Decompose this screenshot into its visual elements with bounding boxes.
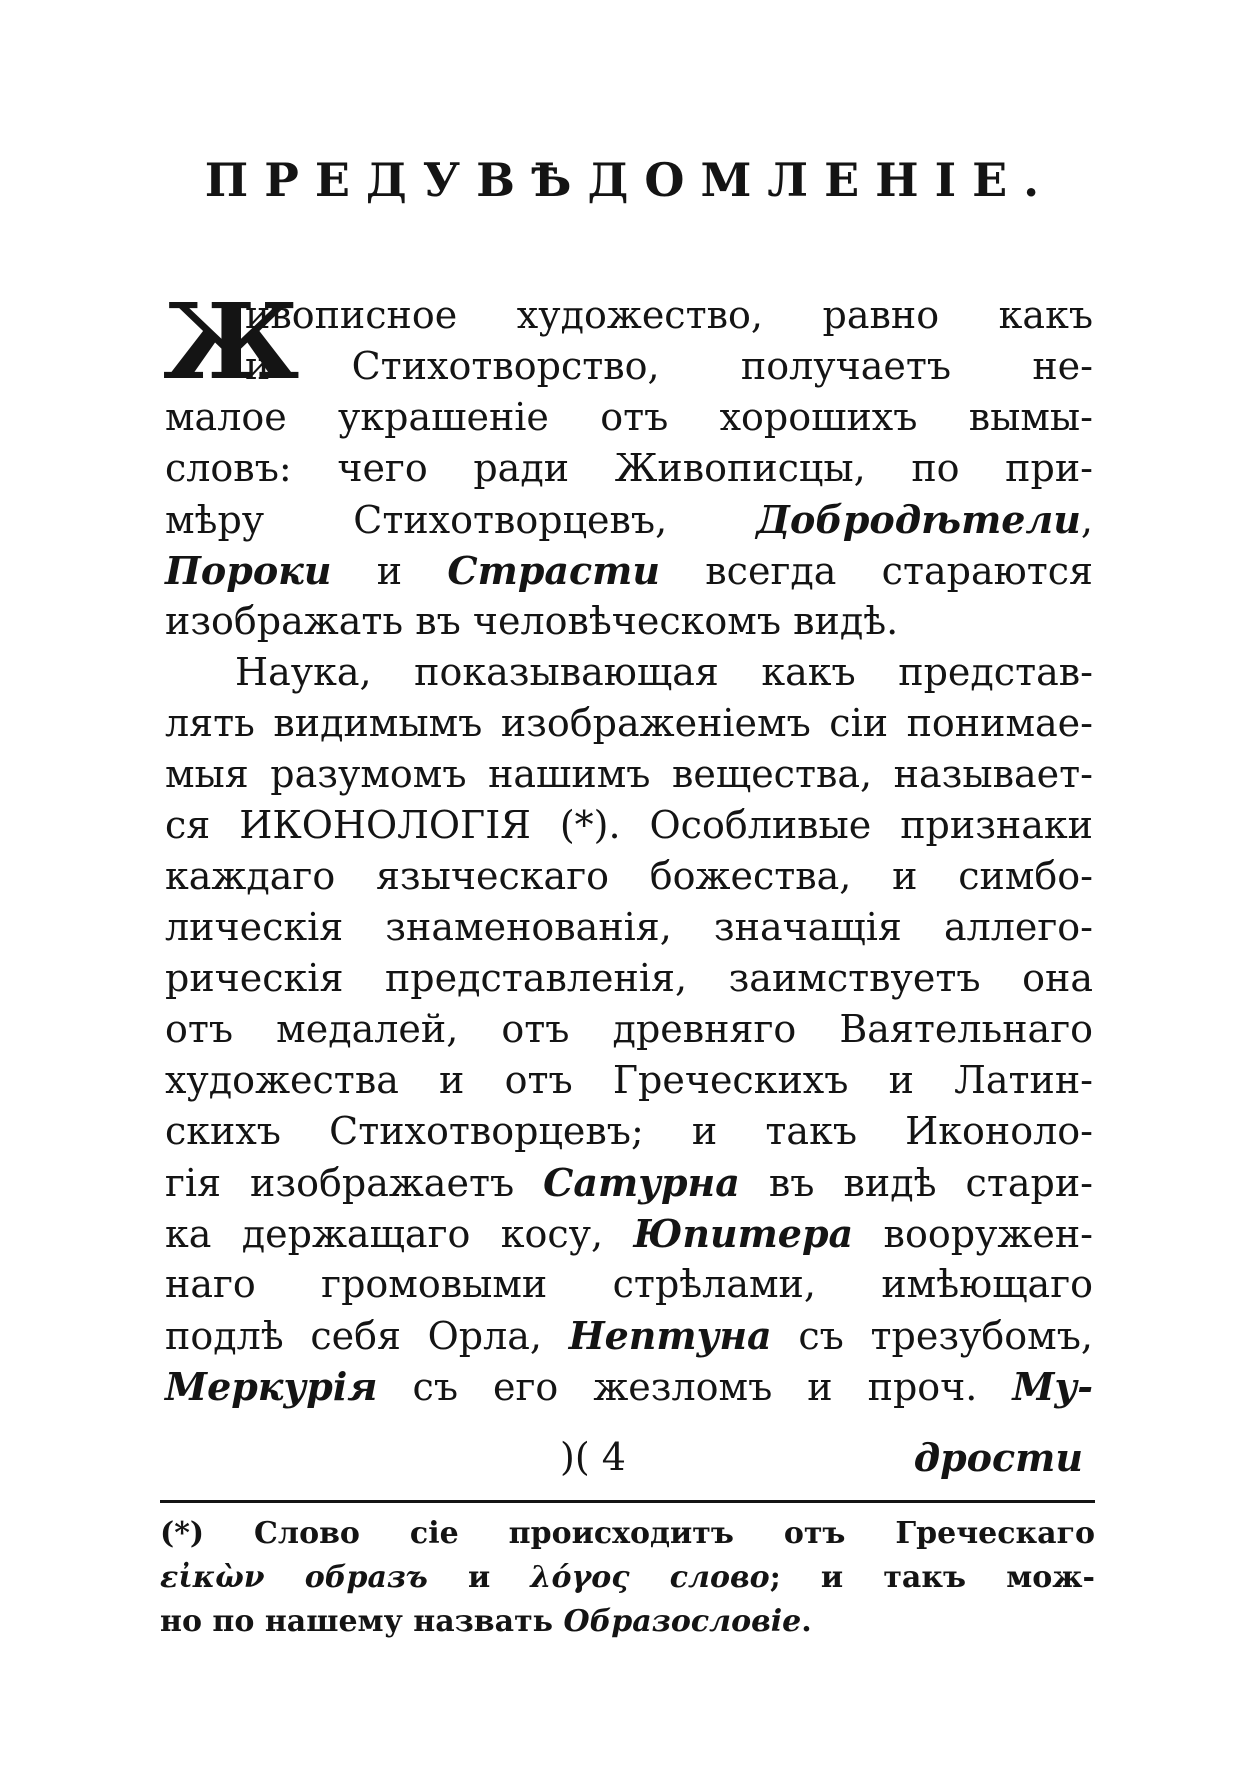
text-span: . (801, 1604, 812, 1639)
text-line: и Стихотворство, получаетъ не- (245, 344, 1093, 388)
text-line (165, 494, 1093, 545)
italic-term: образъ (304, 1560, 428, 1595)
drop-cap: Ж (163, 280, 300, 403)
text-span: и (331, 549, 448, 593)
main-text (163, 280, 1093, 1412)
text-span: съ его жезломъ и проч. (377, 1365, 1013, 1409)
text-line: ивописное художество, равно какъ (245, 293, 1093, 337)
italic-term: слово (669, 1560, 770, 1595)
text-line (165, 1208, 1093, 1259)
text-span: всегда стараются (660, 549, 1093, 593)
text-line: ся ИКОНОЛОГIЯ (*). Особливые признаки (165, 803, 1093, 847)
text-line: наго громовыми стрѣлами, имѣющаго (165, 1262, 1093, 1306)
text-line: художества и отъ Греческихъ и Латин- (165, 1058, 1093, 1102)
text-line: скихъ Стихотворцевъ; и такъ Иконоло- (165, 1109, 1093, 1153)
text-span: гiя изображаетъ (165, 1161, 544, 1205)
italic-term: Пороки (165, 548, 332, 593)
text-line: словъ: чего ради Живописцы, по при- (165, 446, 1093, 490)
italic-term: Страсти (447, 548, 661, 593)
greek-word: λόγος (530, 1560, 630, 1595)
text-line: мыя разумомъ нашимъ вещества, называет- (165, 752, 1093, 796)
italic-term: Му- (1012, 1364, 1093, 1409)
text-line: рическiя представленiя, заимствуетъ она (165, 956, 1093, 1000)
footnote (160, 1512, 1095, 1644)
italic-term: Добродѣтели (756, 497, 1081, 542)
text-line: лическiя знаменованiя, значащiя аллего- (165, 905, 1093, 949)
italic-term: Нептуна (568, 1313, 772, 1358)
italic-term: Сатурна (543, 1160, 740, 1205)
text-line (165, 1361, 1093, 1412)
text-span: подлѣ себя Орла, (165, 1314, 569, 1358)
text-span: мѣру Стихотворцевъ, (165, 498, 757, 542)
text-span: ка держащаго косу, (165, 1212, 634, 1256)
text-span: но по нашему назвать (160, 1604, 564, 1639)
footnote-line (160, 1556, 1095, 1600)
text-span: вооружен- (853, 1212, 1093, 1256)
text-line: каждаго языческаго божества, и симбо- (165, 854, 1093, 898)
text-line (165, 1310, 1093, 1361)
footnote-line (160, 1600, 1095, 1644)
italic-term: Юпитера (633, 1211, 854, 1256)
text-line: малое украшенiе отъ хорошихъ вымы- (165, 395, 1093, 439)
text-span: ; и такъ мож- (769, 1560, 1096, 1595)
text-span: , (1080, 498, 1093, 542)
page-title: ПРЕДУВѢДОМЛЕНIЕ. (204, 153, 1056, 207)
text-line: отъ медалей, отъ древняго Ваятельнаго (165, 1007, 1093, 1051)
signature-line (165, 1432, 1093, 1483)
text-span: въ видѣ стари- (739, 1161, 1093, 1205)
greek-word: εἰκὼν (160, 1560, 265, 1595)
text-line: Наука, показывающая какъ представ- (235, 650, 1093, 694)
text-line: лять видимымъ изображенiемъ сiи понимае- (165, 701, 1093, 745)
footnote-line: (*) Слово сiе происходитъ отъ Греческаго (160, 1516, 1095, 1551)
footnote-rule (160, 1500, 1095, 1503)
text-line (165, 545, 1093, 596)
text-span: и (427, 1560, 531, 1595)
text-span (265, 1560, 305, 1595)
text-line: изображать въ человѣческомъ видѣ. (165, 599, 899, 643)
italic-term: Образословiе (563, 1604, 802, 1639)
signature-mark: )( 4 (560, 1435, 626, 1479)
catchword: дрости (913, 1435, 1083, 1480)
text-line (165, 1157, 1093, 1208)
text-span (630, 1560, 670, 1595)
text-span: съ трезубомъ, (771, 1314, 1093, 1358)
italic-term: Меркурiя (165, 1364, 378, 1409)
